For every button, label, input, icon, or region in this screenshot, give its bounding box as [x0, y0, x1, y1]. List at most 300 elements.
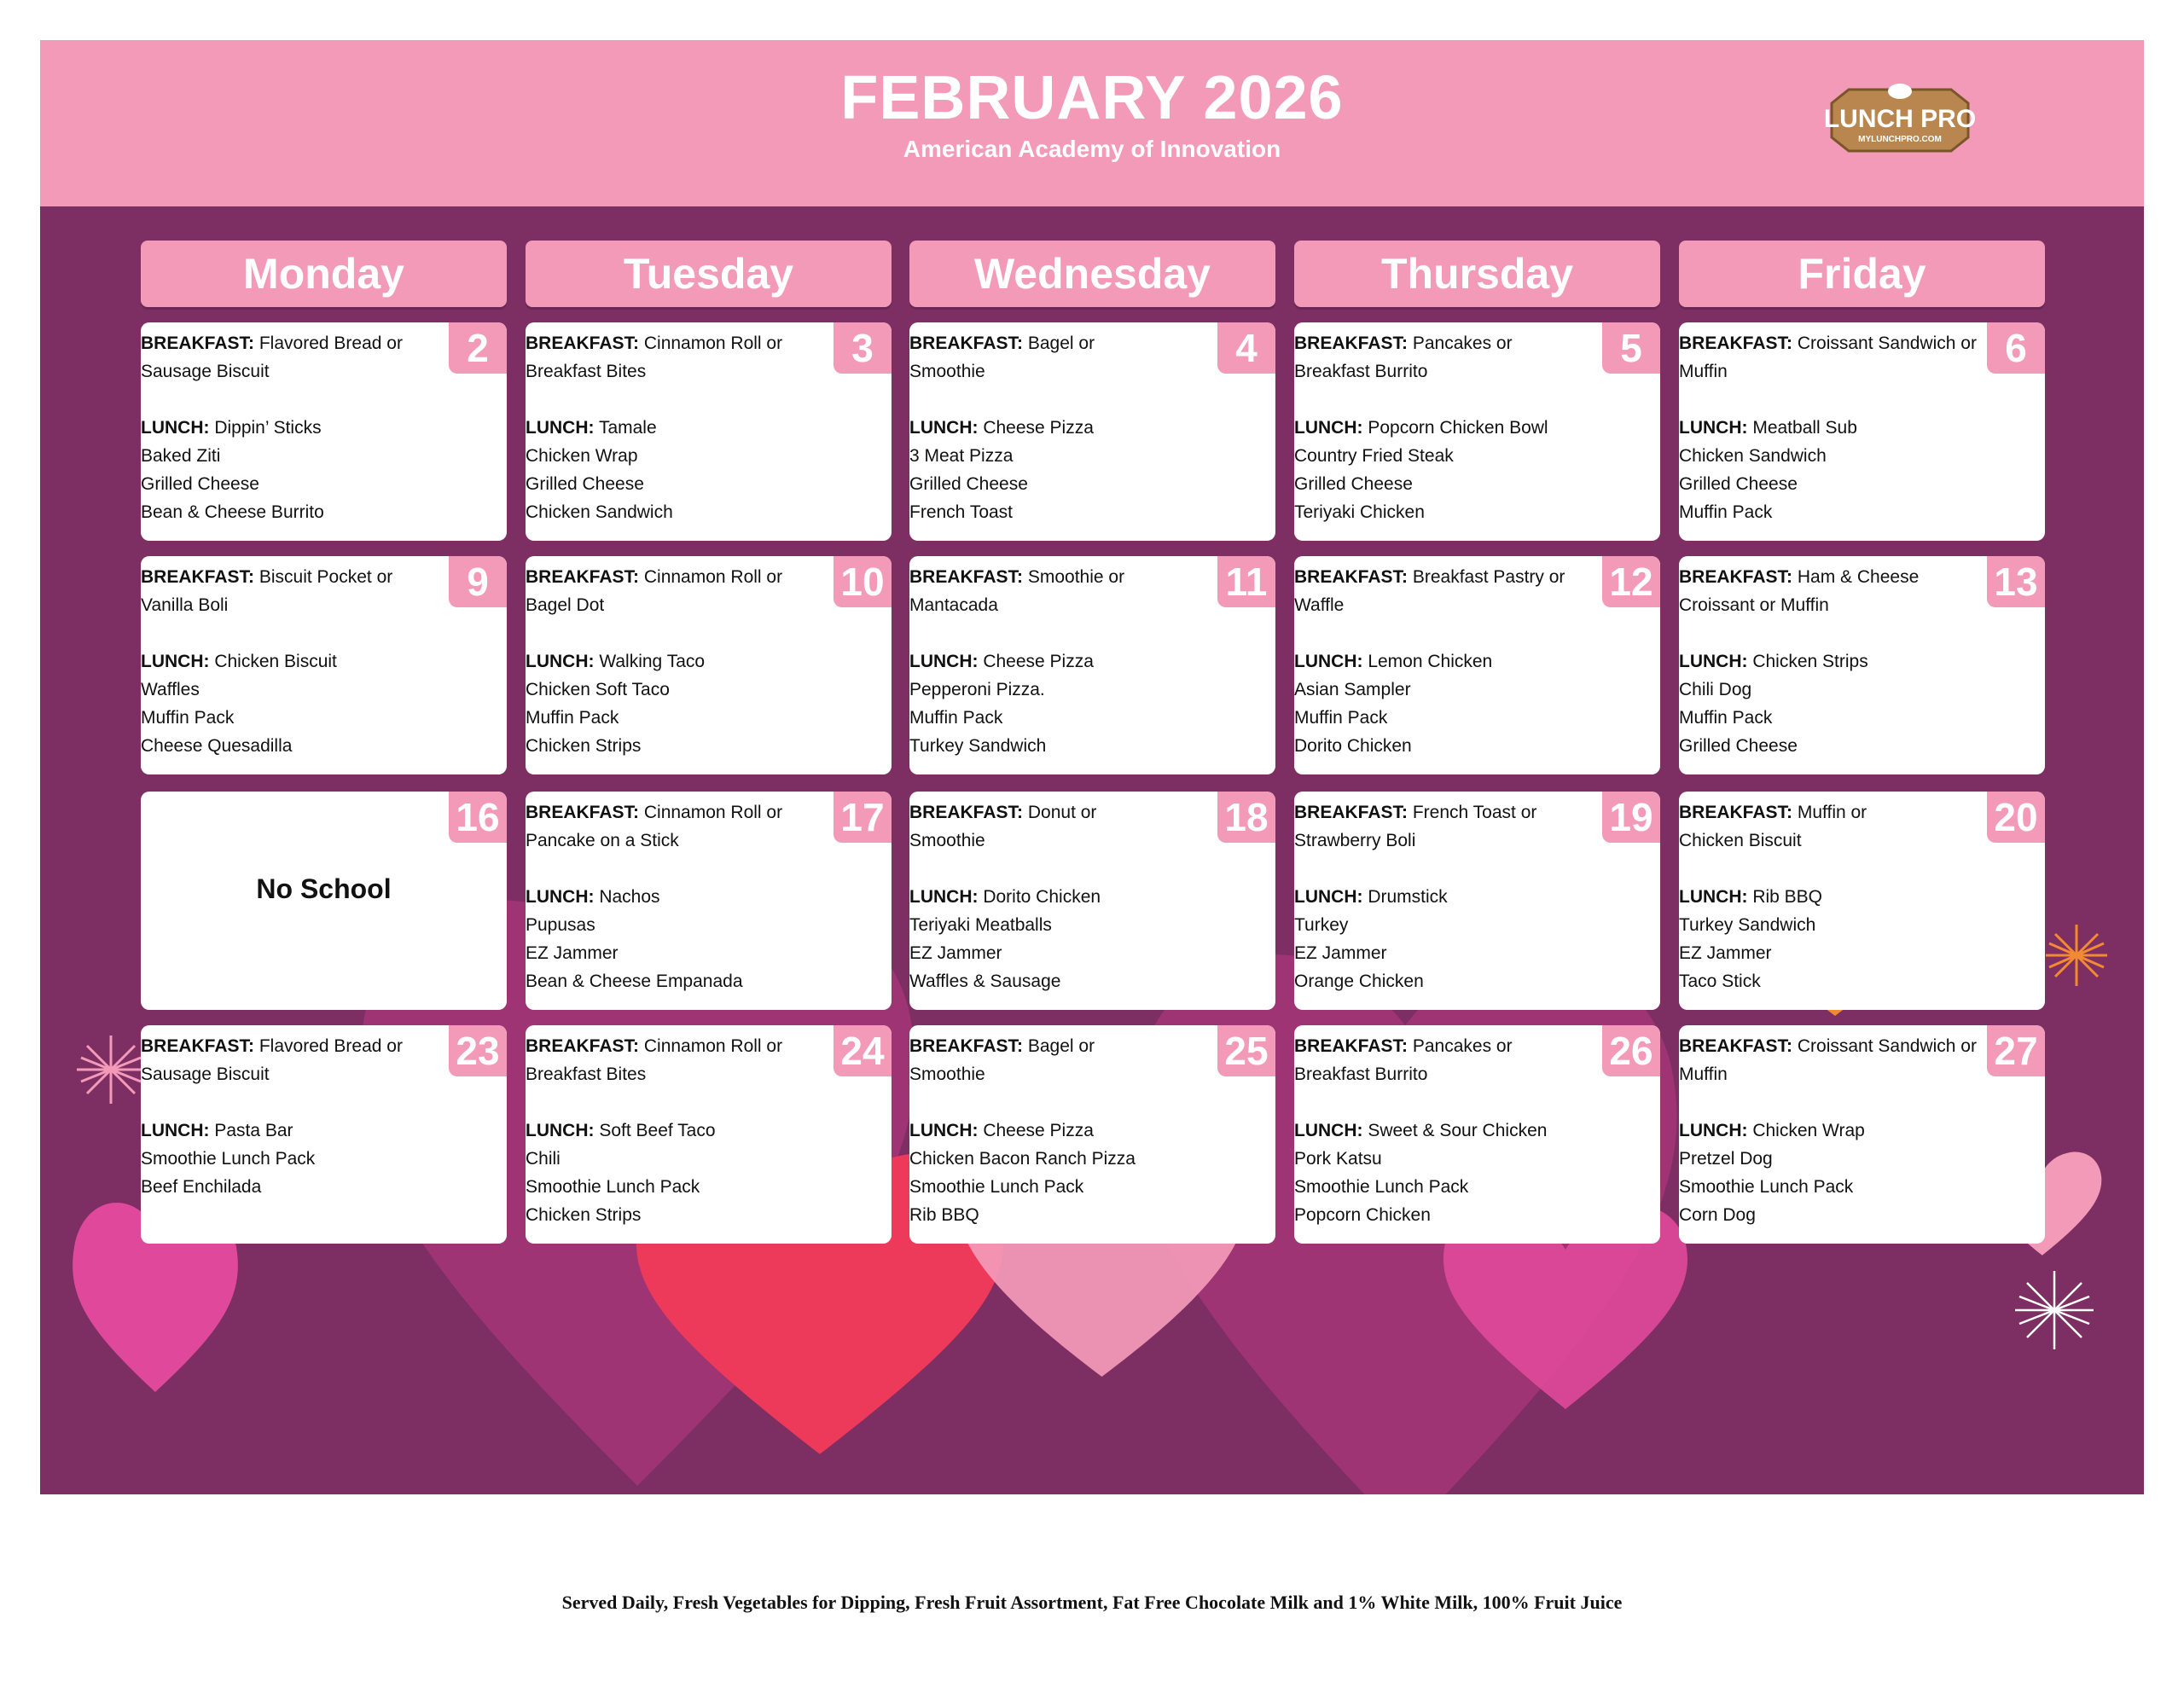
day-cell: [1294, 792, 1660, 1010]
lunch-item: Chicken Biscuit: [214, 652, 337, 671]
spacer: [909, 1088, 1213, 1117]
lunch-label: LUNCH:: [909, 887, 979, 907]
breakfast-item: Cinnamon Roll or: [643, 1036, 783, 1056]
breakfast-item: Muffin or: [1797, 803, 1867, 822]
menu-line: [1679, 1201, 1983, 1229]
menu-text: [1294, 798, 1598, 995]
menu-line: [141, 563, 444, 591]
spacer: [141, 386, 444, 414]
day-cell: [909, 322, 1275, 541]
menu-line: [909, 704, 1213, 732]
menu-line: [909, 967, 1213, 995]
menu-line: [909, 647, 1213, 676]
breakfast-label: BREAKFAST:: [1679, 803, 1793, 822]
lunch-item: Grilled Cheese: [1679, 736, 1798, 756]
breakfast-item: Pancakes or: [1412, 1036, 1513, 1056]
menu-line: [909, 357, 1213, 386]
lunch-item: Pepperoni Pizza.: [909, 680, 1045, 699]
day-cell: [141, 322, 507, 541]
day-cell: [1679, 556, 2045, 774]
breakfast-item: Muffin: [1679, 362, 1728, 381]
menu-line: [141, 1032, 444, 1060]
lunch-item: Lemon Chicken: [1368, 652, 1493, 671]
menu-line: [526, 1145, 829, 1173]
lunch-label: LUNCH:: [1679, 887, 1748, 907]
spacer: [526, 855, 829, 883]
day-header-monday: Monday: [141, 241, 507, 307]
breakfast-item: Strawberry Boli: [1294, 831, 1416, 850]
day-cell: [1679, 322, 2045, 541]
lunch-label: LUNCH:: [1294, 652, 1363, 671]
lunch-item: Muffin Pack: [141, 708, 235, 728]
breakfast-item: Breakfast Bites: [526, 1064, 647, 1084]
lunch-item: Chicken Wrap: [526, 446, 638, 466]
lunch-item: Chicken Sandwich: [526, 502, 673, 522]
menu-line: [1294, 357, 1598, 386]
menu-line: [1679, 1173, 1983, 1201]
lunch-item: Waffles & Sausage: [909, 972, 1061, 991]
menu-line: [141, 591, 444, 619]
breakfast-label: BREAKFAST:: [141, 1036, 255, 1056]
lunch-item: Chicken Wrap: [1752, 1121, 1865, 1140]
menu-line: [526, 732, 829, 760]
lunch-item: Orange Chicken: [1294, 972, 1424, 991]
day-cell: [1679, 792, 2045, 1010]
menu-text: [1294, 1032, 1598, 1229]
lunch-item: Cheese Pizza: [983, 1121, 1094, 1140]
menu-line: [526, 883, 829, 911]
menu-text: [526, 329, 829, 526]
breakfast-item: Waffle: [1294, 595, 1345, 615]
lunch-label: LUNCH:: [1294, 887, 1363, 907]
menu-line: [1679, 1032, 1983, 1060]
logo-text: LUNCH PRO: [1823, 105, 1977, 133]
spacer: [141, 619, 444, 647]
date-number: 13: [1987, 556, 2045, 607]
menu-line: [141, 1060, 444, 1088]
lunch-item: Tamale: [598, 418, 657, 438]
menu-line: [1679, 827, 1983, 855]
breakfast-item: Croissant or Muffin: [1679, 595, 1829, 615]
menu-line: [909, 676, 1213, 704]
date-number: 17: [834, 792, 892, 843]
lunch-item: Teriyaki Meatballs: [909, 915, 1052, 935]
breakfast-item: Chicken Biscuit: [1679, 831, 1802, 850]
date-number: 4: [1217, 322, 1275, 374]
menu-text: [909, 798, 1213, 995]
menu-line: [141, 1145, 444, 1173]
lunch-item: Chicken Bacon Ranch Pizza: [909, 1149, 1136, 1169]
menu-text: [526, 563, 829, 760]
menu-line: [909, 1173, 1213, 1201]
menu-line: [526, 357, 829, 386]
lunch-label: LUNCH:: [1679, 418, 1748, 438]
day-cell: [909, 792, 1275, 1010]
menu-line: [1679, 442, 1983, 470]
breakfast-item: Flavored Bread or: [258, 1036, 403, 1056]
menu-line: [909, 414, 1213, 442]
spacer: [526, 386, 829, 414]
breakfast-item: Pancake on a Stick: [526, 831, 679, 850]
menu-line: [141, 329, 444, 357]
breakfast-item: Breakfast Burrito: [1294, 1064, 1428, 1084]
breakfast-item: Bagel or: [1027, 1036, 1095, 1056]
lunch-item: Cheese Pizza: [983, 652, 1094, 671]
lunch-item: Dippin’ Sticks: [214, 418, 322, 438]
lunch-item: Grilled Cheese: [909, 474, 1028, 494]
breakfast-item: Smoothie: [909, 362, 985, 381]
lunch-item: Grilled Cheese: [1679, 474, 1798, 494]
breakfast-item: Mantacada: [909, 595, 998, 615]
menu-line: [1679, 883, 1983, 911]
menu-line: [1294, 1032, 1598, 1060]
menu-line: [1294, 1173, 1598, 1201]
date-number: 23: [449, 1025, 507, 1076]
breakfast-label: BREAKFAST:: [1679, 567, 1793, 587]
lunch-item: Cheese Pizza: [983, 418, 1094, 438]
breakfast-item: Cinnamon Roll or: [643, 803, 783, 822]
menu-line: [909, 911, 1213, 939]
menu-line: [141, 1173, 444, 1201]
date-number: 26: [1602, 1025, 1660, 1076]
menu-line: [909, 1060, 1213, 1088]
spacer: [909, 386, 1213, 414]
breakfast-item: Bagel Dot: [526, 595, 605, 615]
lunch-item: Pupusas: [526, 915, 595, 935]
breakfast-item: Donut or: [1027, 803, 1097, 822]
lunch-label: LUNCH:: [141, 652, 210, 671]
lunch-item: EZ Jammer: [909, 943, 1002, 963]
spacer: [1679, 1088, 1983, 1117]
menu-line: [526, 498, 829, 526]
breakfast-item: Smoothie: [909, 1064, 985, 1084]
menu-line: [1679, 591, 1983, 619]
day-cell: [909, 556, 1275, 774]
menu-text: [909, 1032, 1213, 1229]
spacer: [909, 619, 1213, 647]
lunch-item: Muffin Pack: [1679, 708, 1773, 728]
lunch-label: LUNCH:: [1294, 418, 1363, 438]
spacer: [526, 1088, 829, 1117]
menu-line: [526, 827, 829, 855]
breakfast-item: Biscuit Pocket or: [258, 567, 393, 587]
menu-text: [526, 1032, 829, 1229]
day-header-friday: Friday: [1679, 241, 2045, 307]
breakfast-label: BREAKFAST:: [526, 567, 640, 587]
menu-line: [526, 647, 829, 676]
lunch-item: Drumstick: [1368, 887, 1448, 907]
lunch-label: LUNCH:: [1294, 1121, 1363, 1140]
menu-line: [1294, 1201, 1598, 1229]
menu-line: [1294, 798, 1598, 827]
menu-line: [1294, 591, 1598, 619]
lunch-item: Muffin Pack: [1679, 502, 1773, 522]
breakfast-label: BREAKFAST:: [1679, 334, 1793, 353]
day-cell: [141, 1025, 507, 1244]
lunch-item: Smoothie Lunch Pack: [141, 1149, 316, 1169]
menu-line: [1679, 470, 1983, 498]
breakfast-item: Sausage Biscuit: [141, 1064, 270, 1084]
menu-line: [141, 470, 444, 498]
lunch-item: Bean & Cheese Burrito: [141, 502, 324, 522]
menu-line: [909, 883, 1213, 911]
menu-line: [909, 827, 1213, 855]
breakfast-label: BREAKFAST:: [1294, 334, 1409, 353]
lunch-item: Chicken Soft Taco: [526, 680, 670, 699]
date-number: 16: [449, 792, 507, 843]
lunch-item: Muffin Pack: [1294, 708, 1388, 728]
breakfast-item: Croissant Sandwich or: [1797, 1036, 1977, 1056]
lunch-item: Grilled Cheese: [1294, 474, 1413, 494]
menu-line: [1679, 498, 1983, 526]
menu-line: [141, 498, 444, 526]
menu-line: [1294, 704, 1598, 732]
menu-line: [909, 442, 1213, 470]
menu-line: [1679, 704, 1983, 732]
date-number: 18: [1217, 792, 1275, 843]
date-number: 25: [1217, 1025, 1275, 1076]
menu-line: [526, 470, 829, 498]
spacer: [1294, 619, 1598, 647]
lunch-label: LUNCH:: [909, 652, 979, 671]
menu-line: [1679, 1117, 1983, 1145]
menu-line: [141, 442, 444, 470]
lunch-pro-logo: [1815, 78, 1985, 163]
footer-note: Served Daily, Fresh Vegetables for Dipping, Fresh Fruit Assortment, Fat Free Chocolate Milk and 1% White Milk, 100% Fruit Juice: [561, 1592, 1623, 1613]
lunch-item: Beef Enchilada: [141, 1177, 262, 1197]
menu-line: [526, 939, 829, 967]
school-name: American Academy of Innovation: [903, 136, 1281, 162]
menu-line: [909, 563, 1213, 591]
menu-line: [1294, 442, 1598, 470]
breakfast-item: Smoothie or: [1027, 567, 1125, 587]
breakfast-label: BREAKFAST:: [1679, 1036, 1793, 1056]
date-number: 19: [1602, 792, 1660, 843]
breakfast-item: Breakfast Bites: [526, 362, 647, 381]
breakfast-label: BREAKFAST:: [909, 567, 1024, 587]
spacer: [909, 855, 1213, 883]
menu-text: [909, 563, 1213, 760]
menu-line: [1294, 563, 1598, 591]
day-cell: [526, 1025, 892, 1244]
day-cell: [526, 792, 892, 1010]
menu-line: [1679, 414, 1983, 442]
breakfast-item: Muffin: [1679, 1064, 1728, 1084]
menu-line: [1679, 676, 1983, 704]
breakfast-label: BREAKFAST:: [1294, 1036, 1409, 1056]
menu-line: [526, 1032, 829, 1060]
menu-line: [141, 647, 444, 676]
date-number: 2: [449, 322, 507, 374]
day-cell: [526, 556, 892, 774]
breakfast-item: Cinnamon Roll or: [643, 567, 783, 587]
menu-line: [1294, 470, 1598, 498]
lunch-item: Rib BBQ: [909, 1205, 979, 1225]
breakfast-item: Bagel or: [1027, 334, 1095, 353]
breakfast-item: Vanilla Boli: [141, 595, 229, 615]
lunch-item: Country Fried Steak: [1294, 446, 1454, 466]
lunch-label: LUNCH:: [526, 887, 595, 907]
menu-line: [1294, 676, 1598, 704]
spacer: [1679, 386, 1983, 414]
menu-line: [526, 1117, 829, 1145]
day-cell: [1294, 556, 1660, 774]
menu-line: [1679, 939, 1983, 967]
menu-line: [1679, 357, 1983, 386]
lunch-item: Chicken Strips: [526, 1205, 642, 1225]
menu-line: [1294, 1060, 1598, 1088]
date-number: 12: [1602, 556, 1660, 607]
lunch-item: Smoothie Lunch Pack: [1679, 1177, 1854, 1197]
lunch-item: Dorito Chicken: [1294, 736, 1412, 756]
breakfast-item: Breakfast Burrito: [1294, 362, 1428, 381]
lunch-item: Sweet & Sour Chicken: [1368, 1121, 1548, 1140]
lunch-label: LUNCH:: [1679, 1121, 1748, 1140]
menu-line: [141, 357, 444, 386]
spacer: [1679, 619, 1983, 647]
menu-line: [526, 591, 829, 619]
lunch-item: Smoothie Lunch Pack: [1294, 1177, 1469, 1197]
menu-text: [526, 798, 829, 995]
lunch-item: Nachos: [599, 887, 660, 907]
lunch-item: Meatball Sub: [1752, 418, 1857, 438]
menu-text: [1294, 563, 1598, 760]
menu-line: [1294, 827, 1598, 855]
lunch-item: Popcorn Chicken: [1294, 1205, 1431, 1225]
lunch-label: LUNCH:: [141, 418, 210, 438]
date-number: 6: [1987, 322, 2045, 374]
lunch-item: Bean & Cheese Empanada: [526, 972, 743, 991]
menu-line: [1294, 911, 1598, 939]
header-banner: [40, 40, 2144, 206]
lunch-label: LUNCH:: [526, 652, 595, 671]
menu-line: [526, 704, 829, 732]
lunch-item: Smoothie Lunch Pack: [909, 1177, 1084, 1197]
breakfast-item: Croissant Sandwich or: [1797, 334, 1977, 353]
menu-line: [1679, 1145, 1983, 1173]
logo-subtext: MYLUNCHPRO.COM: [1858, 135, 1942, 144]
menu-line: [1294, 967, 1598, 995]
menu-line: [1294, 498, 1598, 526]
lunch-label: LUNCH:: [526, 418, 595, 438]
spacer: [1294, 386, 1598, 414]
menu-line: [526, 1201, 829, 1229]
day-header-thursday: Thursday: [1294, 241, 1660, 307]
lunch-label: LUNCH:: [526, 1121, 595, 1140]
menu-line: [526, 1060, 829, 1088]
breakfast-item: Ham & Cheese: [1797, 567, 1920, 587]
lunch-item: EZ Jammer: [526, 943, 619, 963]
lunch-item: Cheese Quesadilla: [141, 736, 293, 756]
lunch-item: Muffin Pack: [526, 708, 619, 728]
lunch-item: EZ Jammer: [1679, 943, 1772, 963]
menu-line: [526, 967, 829, 995]
menu-line: [1679, 563, 1983, 591]
menu-line: [1679, 911, 1983, 939]
breakfast-label: BREAKFAST:: [141, 567, 255, 587]
lunch-item: Turkey: [1294, 915, 1349, 935]
breakfast-label: BREAKFAST:: [526, 803, 640, 822]
menu-line: [1679, 329, 1983, 357]
lunch-item: Turkey Sandwich: [1679, 915, 1816, 935]
menu-line: [526, 798, 829, 827]
page-title: FEBRUARY 2026: [840, 64, 1344, 132]
menu-text: [1679, 1032, 1983, 1229]
lunch-item: French Toast: [909, 502, 1014, 522]
breakfast-label: BREAKFAST:: [909, 1036, 1024, 1056]
menu-line: [141, 414, 444, 442]
day-cell: [1294, 322, 1660, 541]
lunch-item: Grilled Cheese: [141, 474, 259, 494]
menu-line: [909, 329, 1213, 357]
lunch-item: Chili: [526, 1149, 561, 1169]
lunch-item: Corn Dog: [1679, 1205, 1756, 1225]
spacer: [1679, 855, 1983, 883]
lunch-item: Grilled Cheese: [526, 474, 644, 494]
lunch-item: Popcorn Chicken Bowl: [1368, 418, 1548, 438]
menu-line: [526, 442, 829, 470]
menu-text: [141, 329, 444, 526]
breakfast-label: BREAKFAST:: [526, 334, 640, 353]
breakfast-label: BREAKFAST:: [1294, 567, 1409, 587]
menu-line: [1294, 647, 1598, 676]
lunch-item: Chicken Strips: [526, 736, 642, 756]
lunch-item: Turkey Sandwich: [909, 736, 1047, 756]
date-number: 11: [1217, 556, 1275, 607]
lunch-item: Chili Dog: [1679, 680, 1752, 699]
day-cell: [141, 792, 507, 1010]
menu-line: [526, 414, 829, 442]
lunch-item: Muffin Pack: [909, 708, 1003, 728]
date-number: 5: [1602, 322, 1660, 374]
lunch-label: LUNCH:: [909, 418, 979, 438]
menu-line: [141, 1117, 444, 1145]
menu-line: [1294, 1145, 1598, 1173]
menu-line: [141, 704, 444, 732]
day-header-tuesday: Tuesday: [526, 241, 892, 307]
menu-line: [1294, 883, 1598, 911]
lunch-item: EZ Jammer: [1294, 943, 1387, 963]
menu-line: [1294, 732, 1598, 760]
breakfast-item: Cinnamon Roll or: [643, 334, 783, 353]
lunch-label: LUNCH:: [141, 1121, 210, 1140]
spacer: [526, 619, 829, 647]
day-cell: [909, 1025, 1275, 1244]
lunch-item: Pork Katsu: [1294, 1149, 1382, 1169]
breakfast-label: BREAKFAST:: [526, 1036, 640, 1056]
menu-line: [141, 676, 444, 704]
lunch-item: Taco Stick: [1679, 972, 1761, 991]
menu-line: [1679, 967, 1983, 995]
menu-line: [909, 732, 1213, 760]
spacer: [1294, 1088, 1598, 1117]
lunch-item: Walking Taco: [599, 652, 706, 671]
menu-text: [1679, 798, 1983, 995]
day-cell: [526, 322, 892, 541]
date-number: 20: [1987, 792, 2045, 843]
menu-line: [141, 732, 444, 760]
menu-text: [1679, 329, 1983, 526]
breakfast-label: BREAKFAST:: [909, 803, 1024, 822]
lunch-item: Baked Ziti: [141, 446, 221, 466]
menu-text: [141, 1032, 444, 1201]
lunch-item: Chicken Strips: [1752, 652, 1868, 671]
lunch-item: Rib BBQ: [1752, 887, 1823, 907]
date-number: 3: [834, 322, 892, 374]
spacer: [1294, 855, 1598, 883]
menu-line: [526, 563, 829, 591]
breakfast-item: Flavored Bread or: [258, 334, 403, 353]
